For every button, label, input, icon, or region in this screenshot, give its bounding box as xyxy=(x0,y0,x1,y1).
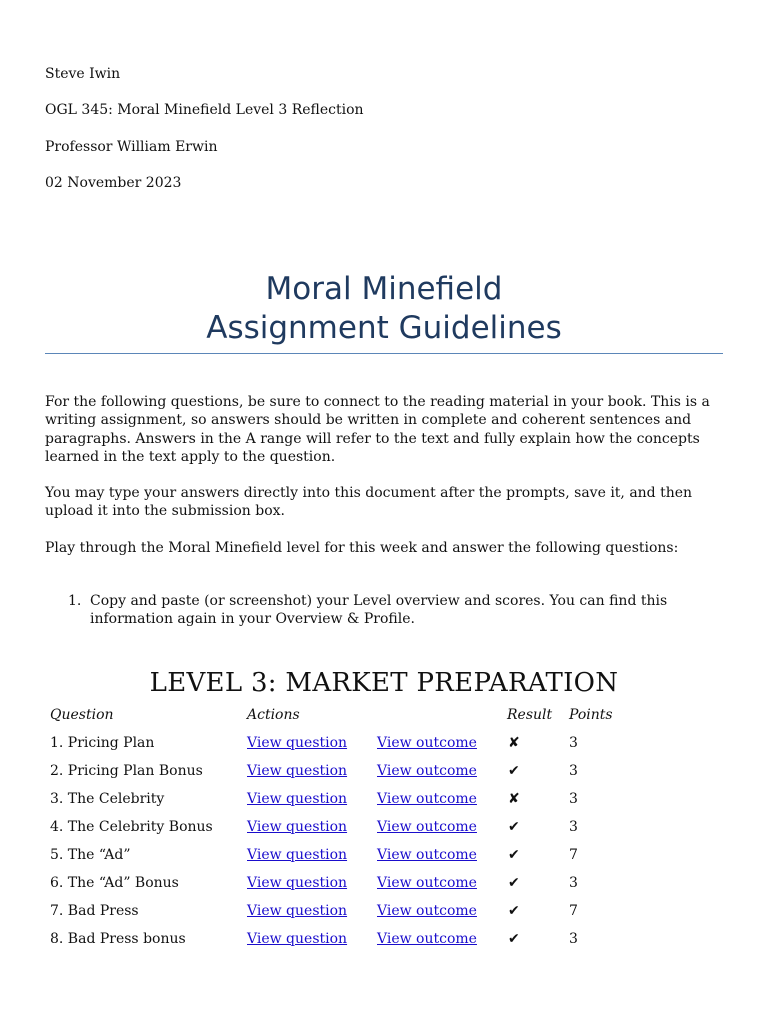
instructions-paragraph-2: You may type your answers directly into this document after the prompts, save it, and then upload it into the submission box. xyxy=(45,485,693,520)
table-row xyxy=(50,928,670,956)
document-date: 02 November 2023 xyxy=(45,175,182,191)
result-cross-icon: ✘ xyxy=(508,791,520,807)
title-line-2: Assignment Guidelines xyxy=(206,310,562,346)
result-cross-icon: ✘ xyxy=(508,735,520,751)
result-check-icon: ✔ xyxy=(508,763,520,779)
question-name: 6. The “Ad” Bonus xyxy=(50,875,179,891)
question-name: 8. Bad Press bonus xyxy=(50,931,186,947)
question-name: 3. The Celebrity xyxy=(50,791,165,807)
points-value: 3 xyxy=(569,735,578,751)
points-value: 3 xyxy=(569,791,578,807)
column-header-question: Question xyxy=(50,707,114,723)
view-question-link[interactable]: View question xyxy=(247,735,348,751)
table-row xyxy=(50,760,670,788)
points-value: 3 xyxy=(569,763,578,779)
level-results-table xyxy=(50,704,670,956)
table-header-row xyxy=(50,704,670,732)
table-row xyxy=(50,816,670,844)
list-item-text: Copy and paste (or screenshot) your Level overview and scores. You can find this information again in your Overview & Profile. xyxy=(90,593,668,628)
view-question-link[interactable]: View question xyxy=(247,931,348,947)
list-item-number: 1. xyxy=(68,593,82,609)
points-value: 3 xyxy=(569,875,578,891)
table-row xyxy=(50,732,670,760)
points-value: 3 xyxy=(569,931,578,947)
question-name: 1. Pricing Plan xyxy=(50,735,155,751)
result-check-icon: ✔ xyxy=(508,847,520,863)
table-row xyxy=(50,788,670,816)
column-header-points: Points xyxy=(569,707,613,723)
level-title: LEVEL 3: MARKET PREPARATION xyxy=(149,668,619,698)
view-question-link[interactable]: View question xyxy=(247,763,348,779)
view-outcome-link[interactable]: View outcome xyxy=(377,819,477,835)
professor-name: Professor William Erwin xyxy=(45,139,218,155)
view-question-link[interactable]: View question xyxy=(247,791,348,807)
question-name: 2. Pricing Plan Bonus xyxy=(50,763,203,779)
view-question-link[interactable]: View question xyxy=(247,819,348,835)
table-row xyxy=(50,872,670,900)
result-check-icon: ✔ xyxy=(508,819,520,835)
view-outcome-link[interactable]: View outcome xyxy=(377,763,477,779)
view-question-link[interactable]: View question xyxy=(247,903,348,919)
student-name: Steve Iwin xyxy=(45,66,121,82)
result-check-icon: ✔ xyxy=(508,931,520,947)
column-header-actions: Actions xyxy=(247,707,300,723)
title-line-1: Moral Minefield xyxy=(265,271,503,307)
points-value: 7 xyxy=(569,847,578,863)
title-divider xyxy=(45,353,723,354)
question-name: 5. The “Ad” xyxy=(50,847,131,863)
question-name: 4. The Celebrity Bonus xyxy=(50,819,213,835)
instructions-paragraph-1: For the following questions, be sure to connect to the reading material in your book. This is a writing assignment, so answers should be written in complete and coherent sentences and paragraphs. Answers in the A range will refer to the text and fully explain how the concepts learned in the text apply to the question. xyxy=(45,394,710,465)
view-outcome-link[interactable]: View outcome xyxy=(377,931,477,947)
view-outcome-link[interactable]: View outcome xyxy=(377,735,477,751)
result-check-icon: ✔ xyxy=(508,903,520,919)
table-row xyxy=(50,844,670,872)
document-title xyxy=(45,270,723,348)
result-check-icon: ✔ xyxy=(508,875,520,891)
view-question-link[interactable]: View question xyxy=(247,847,348,863)
table-row xyxy=(50,900,670,928)
view-outcome-link[interactable]: View outcome xyxy=(377,791,477,807)
points-value: 3 xyxy=(569,819,578,835)
view-question-link[interactable]: View question xyxy=(247,875,348,891)
instructions-paragraph-3: Play through the Moral Minefield level for this week and answer the following questions: xyxy=(45,540,679,556)
view-outcome-link[interactable]: View outcome xyxy=(377,903,477,919)
column-header-result: Result xyxy=(507,707,553,723)
view-outcome-link[interactable]: View outcome xyxy=(377,875,477,891)
points-value: 7 xyxy=(569,903,578,919)
view-outcome-link[interactable]: View outcome xyxy=(377,847,477,863)
course-title: OGL 345: Moral Minefield Level 3 Reflection xyxy=(45,102,364,118)
question-name: 7. Bad Press xyxy=(50,903,139,919)
